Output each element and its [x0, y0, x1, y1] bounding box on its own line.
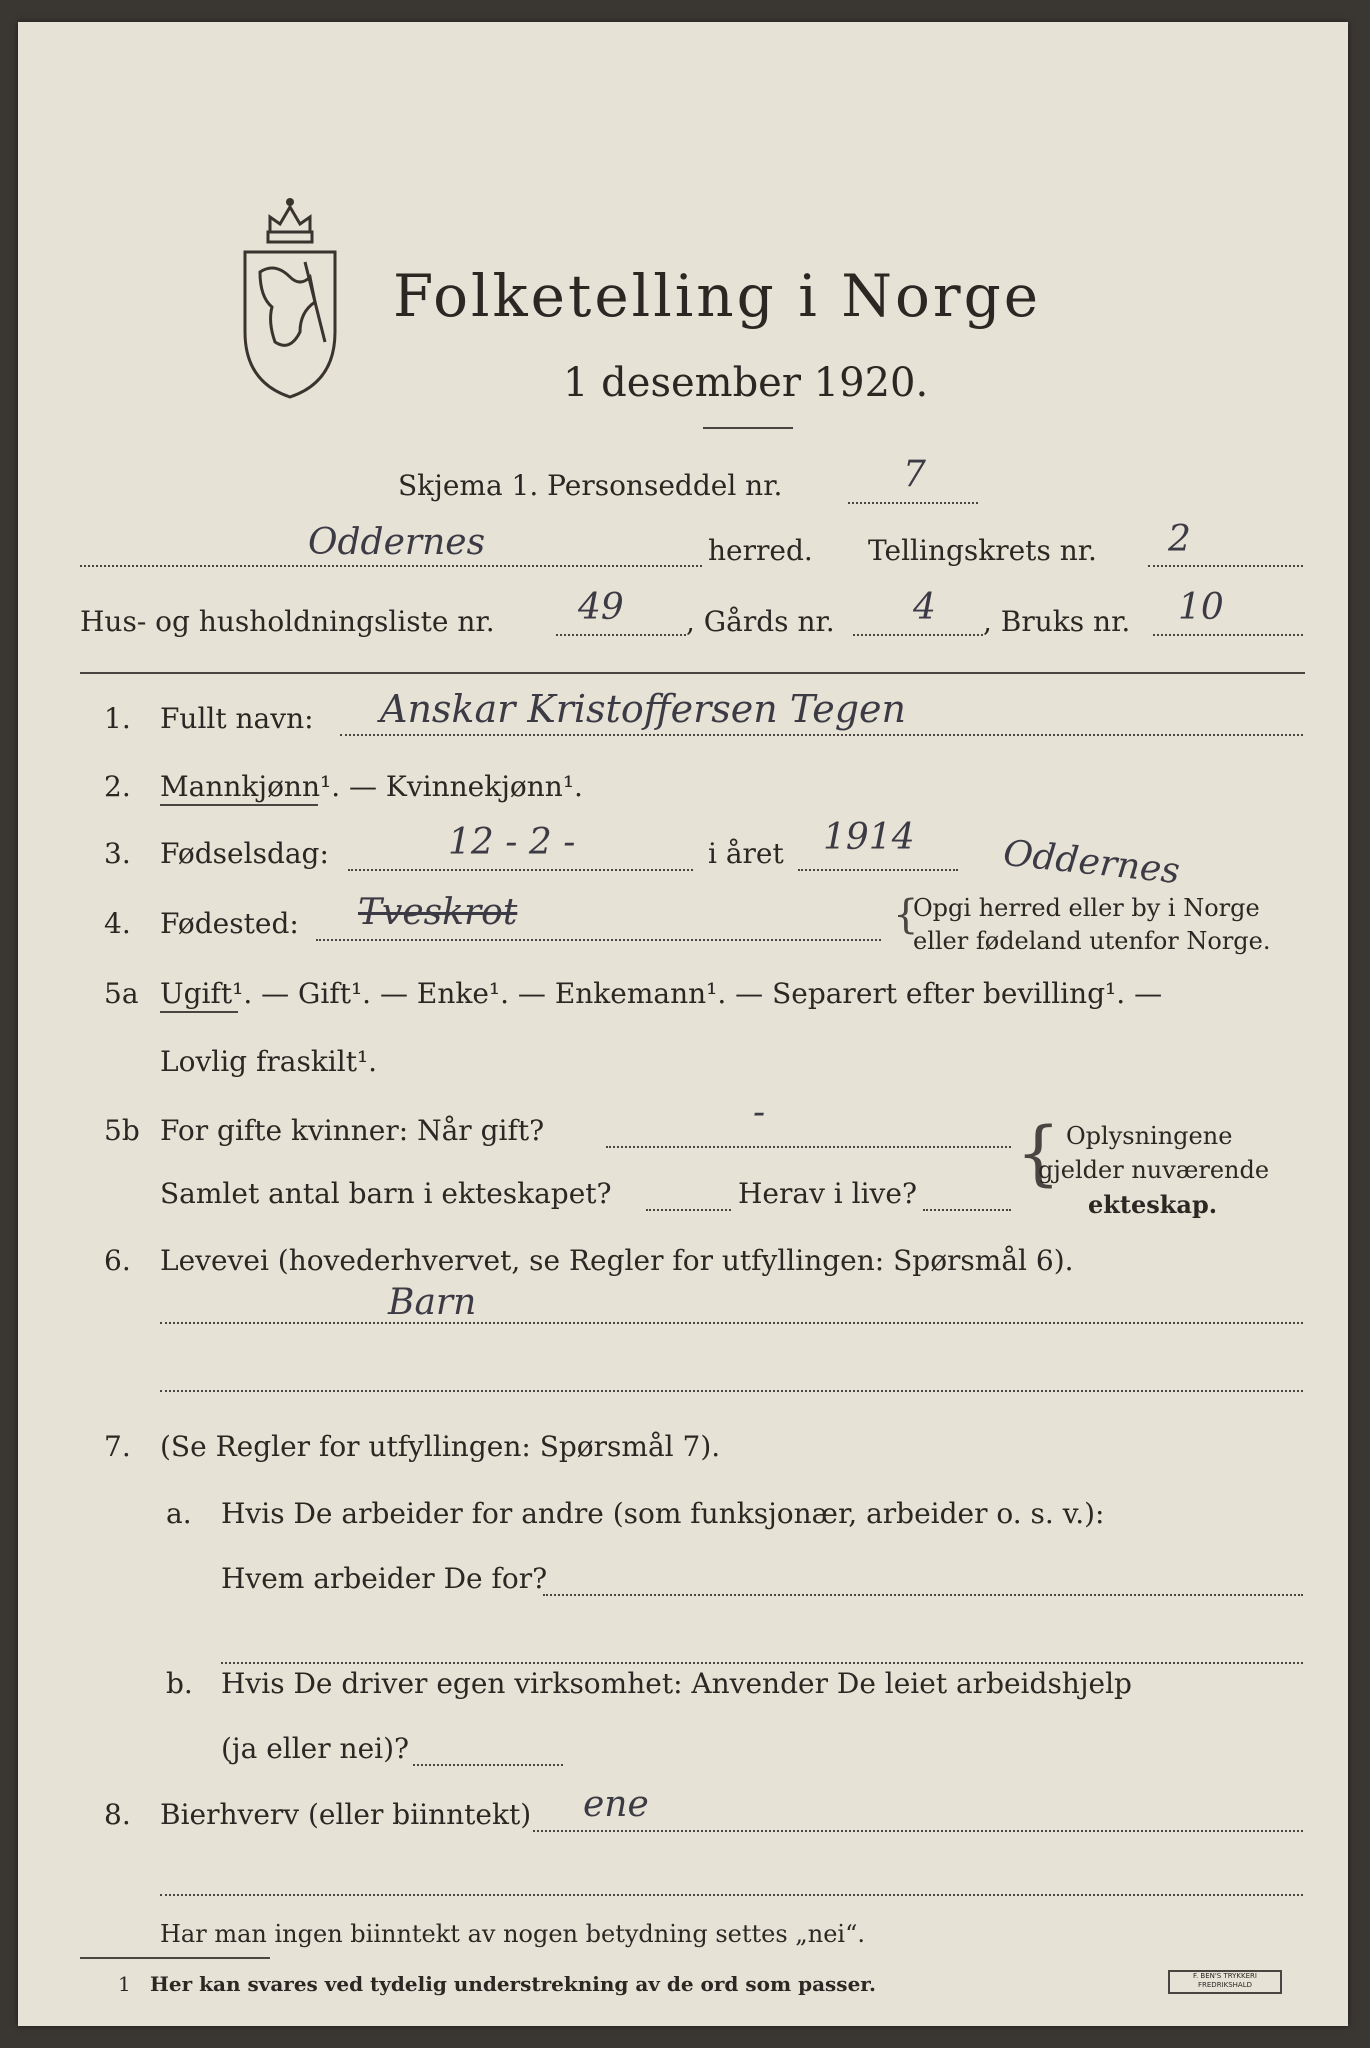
q7b-text2[interactable]: (ja eller nei)?	[221, 1732, 410, 1765]
header-divider	[80, 672, 1305, 674]
birthplace-value[interactable]: Tveskrot	[358, 892, 518, 933]
q5b-brace: {	[1016, 1112, 1061, 1194]
q1-line	[340, 734, 1303, 736]
footer-note: Har man ingen biinntekt av nogen betydning settes „nei“.	[160, 1920, 865, 1948]
gender-options[interactable]: Mannkjønn¹. — Kvinnekjønn¹.	[160, 770, 583, 803]
schema-label: Skjema 1. Personseddel nr.	[398, 469, 783, 502]
gender-underline	[160, 804, 318, 806]
q4-label: Fødested:	[160, 907, 299, 940]
children-line	[646, 1209, 731, 1211]
q8-number: 8.	[104, 1798, 131, 1831]
q4-brace: {	[893, 892, 919, 938]
q5b-line2: Samlet antal barn i ekteskapet?	[160, 1177, 612, 1210]
person-nr-line	[848, 502, 978, 504]
gards-value[interactable]: 4	[913, 587, 936, 628]
employer-line-1[interactable]	[543, 1594, 1303, 1596]
alive-line	[923, 1209, 1011, 1211]
q5b-note-1: Oplysningene	[1066, 1122, 1233, 1150]
q5b-number: 5b	[104, 1114, 140, 1147]
q5b-note-3: ekteskap.	[1088, 1190, 1218, 1219]
krets-label: Tellingskrets nr.	[868, 534, 1097, 567]
birth-place-annotation: Oddernes	[1001, 832, 1182, 893]
q7b-line	[413, 1764, 563, 1766]
title-divider	[703, 427, 793, 429]
year-label: i året	[708, 837, 784, 870]
q8-line-2	[160, 1894, 1303, 1896]
q7a-label: a.	[166, 1497, 192, 1530]
q5b-line1: For gifte kvinner: Når gift?	[160, 1114, 545, 1147]
q7b-label: b.	[166, 1667, 193, 1700]
q6-text: Levevei (hovederhvervet, se Regler for utfyllingen: Spørsmål 6).	[160, 1244, 1074, 1277]
q4-number: 4.	[104, 907, 131, 940]
married-when-value[interactable]: -	[753, 1092, 766, 1133]
gards-line	[853, 634, 983, 636]
q6-number: 6.	[104, 1244, 131, 1277]
krets-value[interactable]: 2	[1168, 519, 1191, 560]
footnote-mark: 1	[118, 1972, 131, 1996]
q8-line-1	[533, 1830, 1303, 1832]
printer-stamp: F. BEN'S TRYKKERI FREDRIKSHALD	[1168, 1970, 1282, 1994]
liste-label: Hus- og husholdningsliste nr.	[80, 605, 495, 638]
married-when-line	[606, 1146, 1011, 1148]
herred-value[interactable]: Oddernes	[308, 522, 486, 563]
q4-note-line2: eller fødeland utenfor Norge.	[913, 927, 1271, 955]
q3-label: Fødselsdag:	[160, 837, 329, 870]
coat-of-arms-icon	[230, 192, 350, 407]
q4-note-line1: Opgi herred eller by i Norge	[913, 894, 1260, 922]
liste-line	[556, 634, 686, 636]
gards-label: , Gårds nr.	[686, 605, 835, 638]
marital-options[interactable]: Ugift¹. — Gift¹. — Enke¹. — Enkemann¹. — Separert efter bevilling¹. —	[160, 977, 1163, 1010]
q7b-text: Hvis De driver egen virksomhet: Anvender De leiet arbeidshjelp	[221, 1667, 1132, 1700]
q5b-line2b: Herav i live?	[738, 1177, 917, 1210]
employer-line-2[interactable]	[221, 1662, 1303, 1664]
q2-number: 2.	[104, 770, 131, 803]
census-form	[18, 22, 1348, 2026]
birthday-line	[348, 869, 693, 871]
full-name-value[interactable]: Anskar Kristoffersen Tegen	[380, 687, 906, 731]
q7-number: 7.	[104, 1430, 131, 1463]
q7a-text2: Hvem arbeider De for?	[221, 1562, 548, 1595]
herred-line	[80, 565, 702, 567]
q6-line-2	[160, 1390, 1303, 1392]
marital-options-2[interactable]: Lovlig fraskilt¹.	[160, 1045, 378, 1078]
birthplace-line	[316, 939, 881, 941]
q1-number: 1.	[104, 702, 131, 735]
form-date: 1 desember 1920.	[563, 360, 929, 406]
form-title: Folketelling i Norge	[393, 262, 1042, 330]
person-nr-value[interactable]: 7	[903, 454, 926, 495]
occupation-value[interactable]: Barn	[388, 1282, 477, 1323]
q8-text: Bierhverv (eller biinntekt)	[160, 1798, 532, 1831]
bruks-label: , Bruks nr.	[983, 605, 1131, 638]
bruks-value[interactable]: 10	[1178, 587, 1224, 628]
q7-text: (Se Regler for utfyllingen: Spørsmål 7).	[160, 1430, 721, 1463]
q6-line-1	[160, 1322, 1303, 1324]
birthday-value[interactable]: 12 - 2 -	[448, 822, 576, 863]
q7a-text: Hvis De arbeider for andre (som funksjonær, arbeider o. s. v.):	[221, 1497, 1105, 1530]
birth-year-value[interactable]: 1914	[823, 817, 915, 858]
liste-value[interactable]: 49	[578, 587, 624, 628]
krets-line	[1148, 565, 1303, 567]
marital-underline	[160, 1011, 238, 1013]
bruks-line	[1153, 634, 1303, 636]
year-line	[798, 869, 958, 871]
q1-label: Fullt navn:	[160, 702, 314, 735]
q3-number: 3.	[104, 837, 131, 870]
footnote-text: Her kan svares ved tydelig understrekning av de ord som passer.	[150, 1972, 876, 1996]
q5a-number: 5a	[104, 977, 139, 1010]
q5b-note-2: gjelder nuværende	[1038, 1156, 1270, 1184]
side-income-value[interactable]: ene	[583, 1784, 649, 1825]
herred-label: herred.	[708, 534, 813, 567]
footnote-divider	[80, 1957, 270, 1959]
